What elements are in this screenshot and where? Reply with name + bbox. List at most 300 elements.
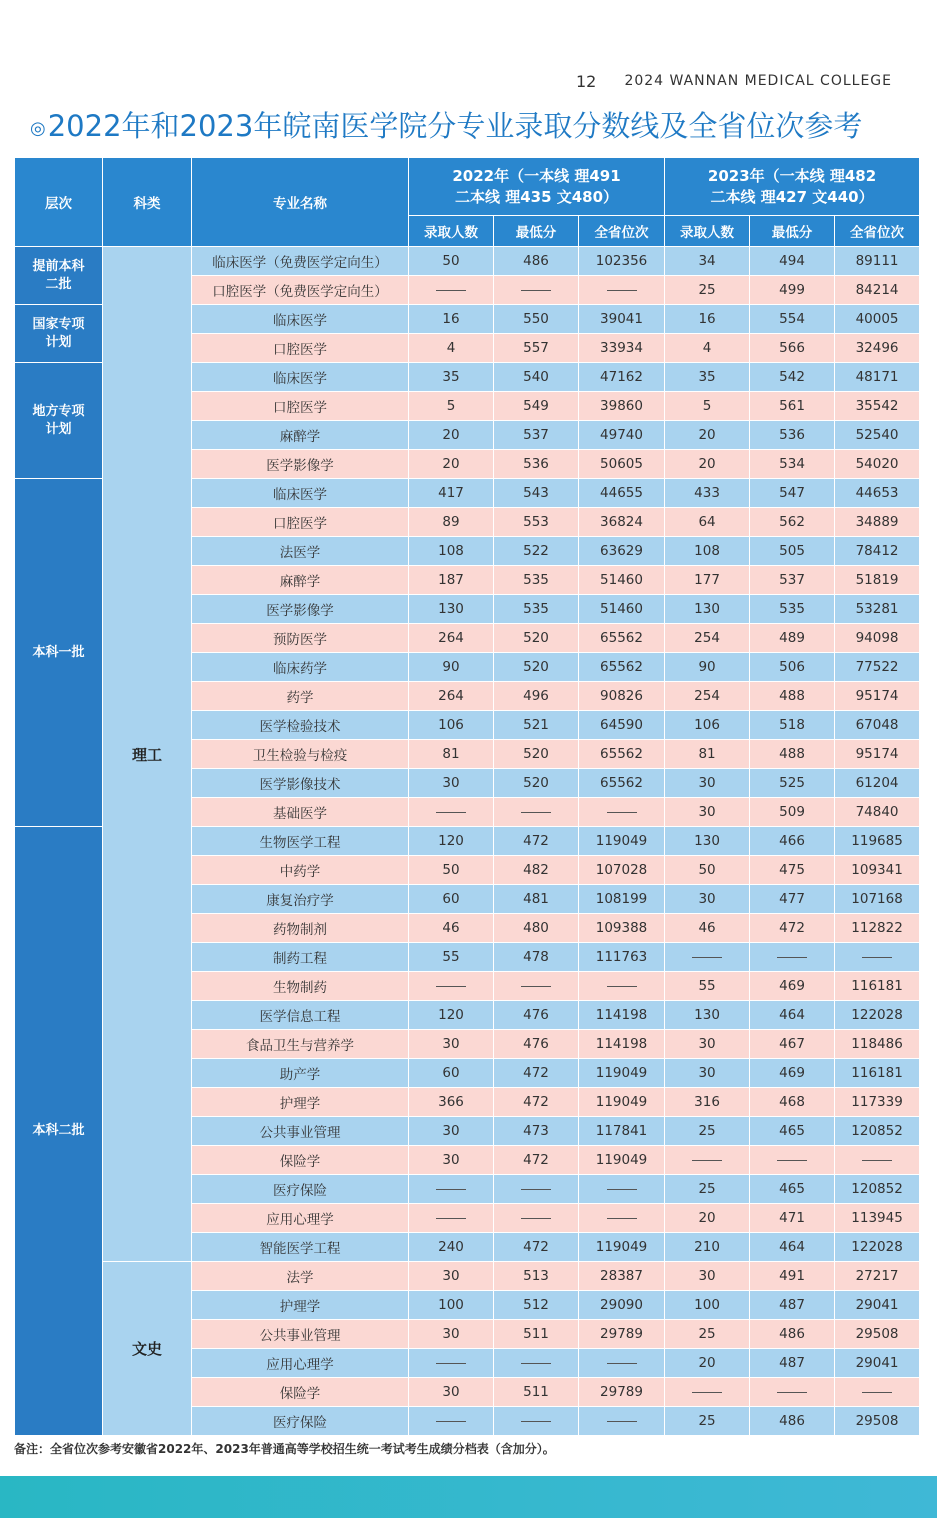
cell-rank-2022: 65562: [579, 624, 665, 653]
cell-min-score-2023: 499: [750, 276, 835, 305]
empty-dash: [521, 1421, 551, 1422]
empty-dash: [521, 1189, 551, 1190]
cell-major: 预防医学: [192, 624, 409, 653]
empty-dash: [862, 957, 892, 958]
cell-min-score-2023: 464: [750, 1233, 835, 1262]
cell-admitted-2022: 120: [409, 827, 494, 856]
cell-admitted-2022: 20: [409, 421, 494, 450]
empty-dash: [521, 1363, 551, 1364]
cell-admitted-2023: [665, 1378, 750, 1407]
cell-rank-2023: 122028: [835, 1233, 920, 1262]
cell-rank-2023: 40005: [835, 305, 920, 334]
cell-major: 临床医学: [192, 363, 409, 392]
cell-rank-2022: 29789: [579, 1378, 665, 1407]
empty-dash: [607, 1363, 637, 1364]
cell-admitted-2023: 108: [665, 537, 750, 566]
cell-min-score-2023: 562: [750, 508, 835, 537]
cell-min-score-2022: [494, 798, 579, 827]
footnote: 备注：全省位次参考安徽省2022年、2023年普通高等学校招生统一考试考生成绩分档表（含加分）。: [14, 1442, 555, 1456]
cell-min-score-2022: 550: [494, 305, 579, 334]
cell-min-score-2023: 535: [750, 595, 835, 624]
cell-rank-2022: 39860: [579, 392, 665, 421]
cell-min-score-2023: 494: [750, 247, 835, 276]
empty-dash: [521, 812, 551, 813]
cell-min-score-2022: 511: [494, 1378, 579, 1407]
header-year-2022: [409, 158, 665, 216]
cell-admitted-2023: 20: [665, 450, 750, 479]
cell-admitted-2023: 30: [665, 798, 750, 827]
cell-min-score-2023: [750, 1146, 835, 1175]
cell-admitted-2022: 30: [409, 1262, 494, 1291]
cell-admitted-2023: 25: [665, 276, 750, 305]
cell-min-score-2022: 520: [494, 624, 579, 653]
empty-dash: [436, 1363, 466, 1364]
cell-rank-2023: 113945: [835, 1204, 920, 1233]
cell-min-score-2022: 521: [494, 711, 579, 740]
cell-min-score-2022: [494, 276, 579, 305]
subheader-admitted-2023: 录取人数: [665, 216, 750, 247]
cell-major: 食品卫生与营养学: [192, 1030, 409, 1059]
cell-min-score-2022: 472: [494, 1059, 579, 1088]
cell-rank-2022: 109388: [579, 914, 665, 943]
level-label-line2: 计划: [45, 421, 72, 437]
cell-admitted-2023: 25: [665, 1320, 750, 1349]
cell-rank-2022: [579, 1349, 665, 1378]
cell-min-score-2022: 513: [494, 1262, 579, 1291]
cell-admitted-2022: 108: [409, 537, 494, 566]
cell-rank-2022: 33934: [579, 334, 665, 363]
cell-min-score-2022: 472: [494, 1233, 579, 1262]
cell-admitted-2023: [665, 943, 750, 972]
empty-dash: [777, 957, 807, 958]
cell-min-score-2022: [494, 1407, 579, 1436]
cell-admitted-2022: 55: [409, 943, 494, 972]
cell-min-score-2023: 475: [750, 856, 835, 885]
cell-min-score-2023: 489: [750, 624, 835, 653]
cell-rank-2022: 47162: [579, 363, 665, 392]
cell-major: 口腔医学（免费医学定向生）: [192, 276, 409, 305]
cell-major: 临床医学: [192, 305, 409, 334]
cell-rank-2022: 102356: [579, 247, 665, 276]
cell-rank-2023: 67048: [835, 711, 920, 740]
cell-admitted-2022: 60: [409, 1059, 494, 1088]
cell-min-score-2023: 554: [750, 305, 835, 334]
empty-dash: [692, 1160, 722, 1161]
cell-admitted-2022: [409, 798, 494, 827]
cell-min-score-2023: [750, 943, 835, 972]
header-year-2022-line2: 二本线 理435 文480）: [454, 187, 619, 206]
cell-admitted-2022: 264: [409, 682, 494, 711]
cell-rank-2023: 29508: [835, 1407, 920, 1436]
cell-rank-2022: 117841: [579, 1117, 665, 1146]
cell-admitted-2022: [409, 972, 494, 1001]
cell-min-score-2023: 561: [750, 392, 835, 421]
cell-admitted-2023: 64: [665, 508, 750, 537]
cell-rank-2022: 108199: [579, 885, 665, 914]
cell-min-score-2022: 535: [494, 595, 579, 624]
cell-major: 制药工程: [192, 943, 409, 972]
empty-dash: [777, 1392, 807, 1393]
cell-admitted-2023: 316: [665, 1088, 750, 1117]
cell-rank-2023: 77522: [835, 653, 920, 682]
cell-rank-2023: [835, 1146, 920, 1175]
cell-major: 法医学: [192, 537, 409, 566]
cell-rank-2022: 111763: [579, 943, 665, 972]
cell-min-score-2022: 482: [494, 856, 579, 885]
cell-major: 应用心理学: [192, 1204, 409, 1233]
empty-dash: [436, 1218, 466, 1219]
header-year-2023-line2: 二本线 理427 文440）: [710, 187, 874, 206]
empty-dash: [436, 1421, 466, 1422]
cell-rank-2023: [835, 1378, 920, 1407]
cell-rank-2023: 51819: [835, 566, 920, 595]
cell-min-score-2023: 487: [750, 1291, 835, 1320]
cell-min-score-2023: 465: [750, 1117, 835, 1146]
category-cell: 文史: [103, 1262, 192, 1436]
cell-admitted-2023: 20: [665, 1204, 750, 1233]
cell-admitted-2023: 25: [665, 1407, 750, 1436]
cell-rank-2023: 112822: [835, 914, 920, 943]
cell-rank-2023: 116181: [835, 972, 920, 1001]
empty-dash: [436, 986, 466, 987]
cell-min-score-2022: 472: [494, 1146, 579, 1175]
empty-dash: [607, 812, 637, 813]
cell-major: 临床医学（免费医学定向生）: [192, 247, 409, 276]
cell-admitted-2023: 55: [665, 972, 750, 1001]
cell-admitted-2023: 34: [665, 247, 750, 276]
subheader-rank-2023: 全省位次: [835, 216, 920, 247]
cell-admitted-2023: 20: [665, 421, 750, 450]
cell-admitted-2023: 100: [665, 1291, 750, 1320]
cell-rank-2022: 28387: [579, 1262, 665, 1291]
cell-rank-2023: 32496: [835, 334, 920, 363]
cell-admitted-2022: 106: [409, 711, 494, 740]
cell-admitted-2023: 130: [665, 827, 750, 856]
cell-rank-2023: 27217: [835, 1262, 920, 1291]
cell-rank-2023: 89111: [835, 247, 920, 276]
cell-admitted-2022: 50: [409, 247, 494, 276]
empty-dash: [692, 1392, 722, 1393]
cell-min-score-2023: 542: [750, 363, 835, 392]
cell-admitted-2023: 25: [665, 1175, 750, 1204]
cell-rank-2022: 65562: [579, 653, 665, 682]
cell-rank-2023: 29508: [835, 1320, 920, 1349]
cell-rank-2023: 35542: [835, 392, 920, 421]
cell-rank-2022: 39041: [579, 305, 665, 334]
cell-min-score-2022: 540: [494, 363, 579, 392]
cell-major: 药物制剂: [192, 914, 409, 943]
cell-rank-2023: 74840: [835, 798, 920, 827]
cell-min-score-2022: 543: [494, 479, 579, 508]
cell-rank-2023: 34889: [835, 508, 920, 537]
title-text: 2022年和2023年皖南医学院分专业录取分数线及全省位次参考: [47, 109, 863, 143]
cell-rank-2023: 117339: [835, 1088, 920, 1117]
cell-major: 卫生检验与检疫: [192, 740, 409, 769]
cell-major: 医疗保险: [192, 1407, 409, 1436]
level-label-line2: 二批: [45, 276, 72, 292]
cell-min-score-2022: 557: [494, 334, 579, 363]
cell-rank-2023: 54020: [835, 450, 920, 479]
cell-major: 口腔医学: [192, 334, 409, 363]
cell-min-score-2022: 535: [494, 566, 579, 595]
cell-admitted-2022: 4: [409, 334, 494, 363]
cell-rank-2022: [579, 798, 665, 827]
cell-min-score-2023: 466: [750, 827, 835, 856]
cell-major: 麻醉学: [192, 421, 409, 450]
cell-min-score-2022: 473: [494, 1117, 579, 1146]
empty-dash: [436, 1189, 466, 1190]
cell-min-score-2022: 480: [494, 914, 579, 943]
cell-rank-2023: 84214: [835, 276, 920, 305]
header-year-2023-line1: 2023年（一本线 理482: [707, 166, 877, 185]
cell-rank-2023: 109341: [835, 856, 920, 885]
cell-rank-2023: 116181: [835, 1059, 920, 1088]
cell-admitted-2022: 90: [409, 653, 494, 682]
cell-admitted-2023: 5: [665, 392, 750, 421]
empty-dash: [607, 1421, 637, 1422]
cell-admitted-2022: [409, 1407, 494, 1436]
cell-min-score-2022: 549: [494, 392, 579, 421]
cell-admitted-2023: 30: [665, 769, 750, 798]
page-number: 12: [576, 72, 597, 91]
subheader-min-score-2023: 最低分: [750, 216, 835, 247]
cell-major: 护理学: [192, 1291, 409, 1320]
cell-admitted-2022: 60: [409, 885, 494, 914]
cell-min-score-2023: 506: [750, 653, 835, 682]
cell-min-score-2023: 536: [750, 421, 835, 450]
cell-rank-2023: 52540: [835, 421, 920, 450]
cell-admitted-2022: 30: [409, 1117, 494, 1146]
cell-admitted-2022: [409, 1204, 494, 1233]
empty-dash: [692, 957, 722, 958]
cell-min-score-2022: 496: [494, 682, 579, 711]
cell-min-score-2023: 469: [750, 1059, 835, 1088]
cell-min-score-2023: 488: [750, 682, 835, 711]
cell-rank-2023: 61204: [835, 769, 920, 798]
cell-rank-2023: 44653: [835, 479, 920, 508]
cell-min-score-2023: 472: [750, 914, 835, 943]
cell-rank-2022: 114198: [579, 1001, 665, 1030]
cell-min-score-2022: 472: [494, 827, 579, 856]
cell-major: 助产学: [192, 1059, 409, 1088]
cell-min-score-2023: 509: [750, 798, 835, 827]
cell-admitted-2022: 30: [409, 769, 494, 798]
level-label-line1: 地方专项: [32, 403, 85, 419]
cell-rank-2023: 118486: [835, 1030, 920, 1059]
cell-major: 中药学: [192, 856, 409, 885]
cell-major: 智能医学工程: [192, 1233, 409, 1262]
cell-rank-2023: 29041: [835, 1349, 920, 1378]
cell-rank-2023: 95174: [835, 682, 920, 711]
title-mark-icon: ◎: [30, 117, 46, 139]
cell-min-score-2023: 505: [750, 537, 835, 566]
cell-min-score-2023: 537: [750, 566, 835, 595]
cell-admitted-2022: 30: [409, 1030, 494, 1059]
cell-rank-2023: 95174: [835, 740, 920, 769]
cell-rank-2022: 29090: [579, 1291, 665, 1320]
cell-admitted-2023: 30: [665, 885, 750, 914]
cell-rank-2022: 119049: [579, 1059, 665, 1088]
empty-dash: [521, 290, 551, 291]
cell-admitted-2022: 35: [409, 363, 494, 392]
cell-min-score-2022: 537: [494, 421, 579, 450]
subheader-min-score-2022: 最低分: [494, 216, 579, 247]
header-year-2023: [665, 158, 920, 216]
cell-min-score-2022: 512: [494, 1291, 579, 1320]
cell-rank-2022: 65562: [579, 740, 665, 769]
cell-min-score-2023: 468: [750, 1088, 835, 1117]
cell-min-score-2022: 472: [494, 1088, 579, 1117]
cell-min-score-2022: 511: [494, 1320, 579, 1349]
cell-min-score-2022: 553: [494, 508, 579, 537]
cell-min-score-2023: 487: [750, 1349, 835, 1378]
empty-dash: [862, 1160, 892, 1161]
cell-admitted-2023: 16: [665, 305, 750, 334]
cell-admitted-2023: 30: [665, 1262, 750, 1291]
cell-min-score-2023: 518: [750, 711, 835, 740]
cell-major: 临床医学: [192, 479, 409, 508]
cell-rank-2022: [579, 1175, 665, 1204]
cell-admitted-2022: 81: [409, 740, 494, 769]
cell-major: 口腔医学: [192, 508, 409, 537]
table-row: [15, 1262, 920, 1291]
cell-admitted-2023: [665, 1146, 750, 1175]
header-level: 层次: [15, 158, 103, 247]
cell-min-score-2023: 464: [750, 1001, 835, 1030]
cell-major: 保险学: [192, 1378, 409, 1407]
cell-min-score-2022: 486: [494, 247, 579, 276]
cell-admitted-2022: 100: [409, 1291, 494, 1320]
cell-min-score-2022: 476: [494, 1030, 579, 1059]
empty-dash: [521, 1218, 551, 1219]
cell-admitted-2022: 120: [409, 1001, 494, 1030]
cell-rank-2022: 44655: [579, 479, 665, 508]
cell-admitted-2022: 240: [409, 1233, 494, 1262]
cell-min-score-2023: 534: [750, 450, 835, 479]
cell-rank-2022: 90826: [579, 682, 665, 711]
cell-admitted-2022: 46: [409, 914, 494, 943]
cell-major: 康复治疗学: [192, 885, 409, 914]
cell-major: 医学检验技术: [192, 711, 409, 740]
cell-major: 公共事业管理: [192, 1320, 409, 1349]
cell-min-score-2023: 566: [750, 334, 835, 363]
cell-rank-2022: [579, 1407, 665, 1436]
cell-min-score-2023: 477: [750, 885, 835, 914]
cell-admitted-2022: 30: [409, 1146, 494, 1175]
level-cell: [15, 363, 103, 479]
cell-rank-2023: 53281: [835, 595, 920, 624]
level-label-line1: 提前本科: [32, 258, 85, 274]
cell-min-score-2022: [494, 1349, 579, 1378]
cell-admitted-2023: 433: [665, 479, 750, 508]
empty-dash: [607, 986, 637, 987]
cell-min-score-2022: 520: [494, 653, 579, 682]
cell-min-score-2023: 491: [750, 1262, 835, 1291]
cell-min-score-2023: 465: [750, 1175, 835, 1204]
level-label-line2: 计划: [45, 334, 72, 350]
cell-admitted-2022: 5: [409, 392, 494, 421]
level-cell: [15, 827, 103, 1436]
cell-admitted-2023: 177: [665, 566, 750, 595]
table-row: [15, 247, 920, 276]
cell-min-score-2022: 536: [494, 450, 579, 479]
empty-dash: [436, 290, 466, 291]
cell-rank-2022: 36824: [579, 508, 665, 537]
cell-admitted-2023: 30: [665, 1030, 750, 1059]
cell-admitted-2023: 81: [665, 740, 750, 769]
cell-admitted-2023: 130: [665, 1001, 750, 1030]
empty-dash: [521, 986, 551, 987]
cell-major: 护理学: [192, 1088, 409, 1117]
empty-dash: [777, 1160, 807, 1161]
cell-rank-2022: 51460: [579, 595, 665, 624]
cell-major: 医疗保险: [192, 1175, 409, 1204]
cell-rank-2022: 49740: [579, 421, 665, 450]
cell-admitted-2022: 16: [409, 305, 494, 334]
cell-rank-2022: 119049: [579, 827, 665, 856]
cell-min-score-2022: 520: [494, 740, 579, 769]
empty-dash: [607, 290, 637, 291]
cell-admitted-2023: 106: [665, 711, 750, 740]
cell-admitted-2022: 30: [409, 1378, 494, 1407]
cell-rank-2022: 64590: [579, 711, 665, 740]
cell-min-score-2022: 522: [494, 537, 579, 566]
level-cell: [15, 305, 103, 363]
subheader-rank-2022: 全省位次: [579, 216, 665, 247]
header-category: 科类: [103, 158, 192, 247]
cell-rank-2022: [579, 276, 665, 305]
level-label-line1: 本科二批: [32, 1123, 85, 1138]
level-label-line1: 本科一批: [32, 644, 85, 660]
cell-major: 医学影像技术: [192, 769, 409, 798]
cell-min-score-2023: 488: [750, 740, 835, 769]
level-cell: [15, 247, 103, 305]
cell-admitted-2022: 187: [409, 566, 494, 595]
cell-admitted-2022: 20: [409, 450, 494, 479]
cell-admitted-2022: 50: [409, 856, 494, 885]
level-cell: [15, 479, 103, 827]
cell-admitted-2023: 254: [665, 682, 750, 711]
cell-rank-2022: 50605: [579, 450, 665, 479]
bottom-band: [0, 1476, 937, 1518]
cell-major: 药学: [192, 682, 409, 711]
cell-major: 应用心理学: [192, 1349, 409, 1378]
cell-rank-2022: 107028: [579, 856, 665, 885]
cell-admitted-2022: [409, 1175, 494, 1204]
cell-major: 法学: [192, 1262, 409, 1291]
cell-admitted-2022: [409, 1349, 494, 1378]
cell-admitted-2023: 4: [665, 334, 750, 363]
cell-major: 口腔医学: [192, 392, 409, 421]
cell-admitted-2023: 25: [665, 1117, 750, 1146]
cell-rank-2022: 119049: [579, 1146, 665, 1175]
admission-table: [14, 157, 920, 1436]
cell-major: 基础医学: [192, 798, 409, 827]
cell-rank-2022: [579, 1204, 665, 1233]
cell-min-score-2023: 547: [750, 479, 835, 508]
cell-rank-2022: 119049: [579, 1088, 665, 1117]
cell-min-score-2023: 525: [750, 769, 835, 798]
cell-rank-2022: 65562: [579, 769, 665, 798]
cell-rank-2022: 29789: [579, 1320, 665, 1349]
cell-rank-2023: 29041: [835, 1291, 920, 1320]
cell-min-score-2023: 486: [750, 1320, 835, 1349]
empty-dash: [607, 1189, 637, 1190]
header-major: 专业名称: [192, 158, 409, 247]
empty-dash: [436, 812, 466, 813]
cell-major: 公共事业管理: [192, 1117, 409, 1146]
cell-rank-2022: 119049: [579, 1233, 665, 1262]
